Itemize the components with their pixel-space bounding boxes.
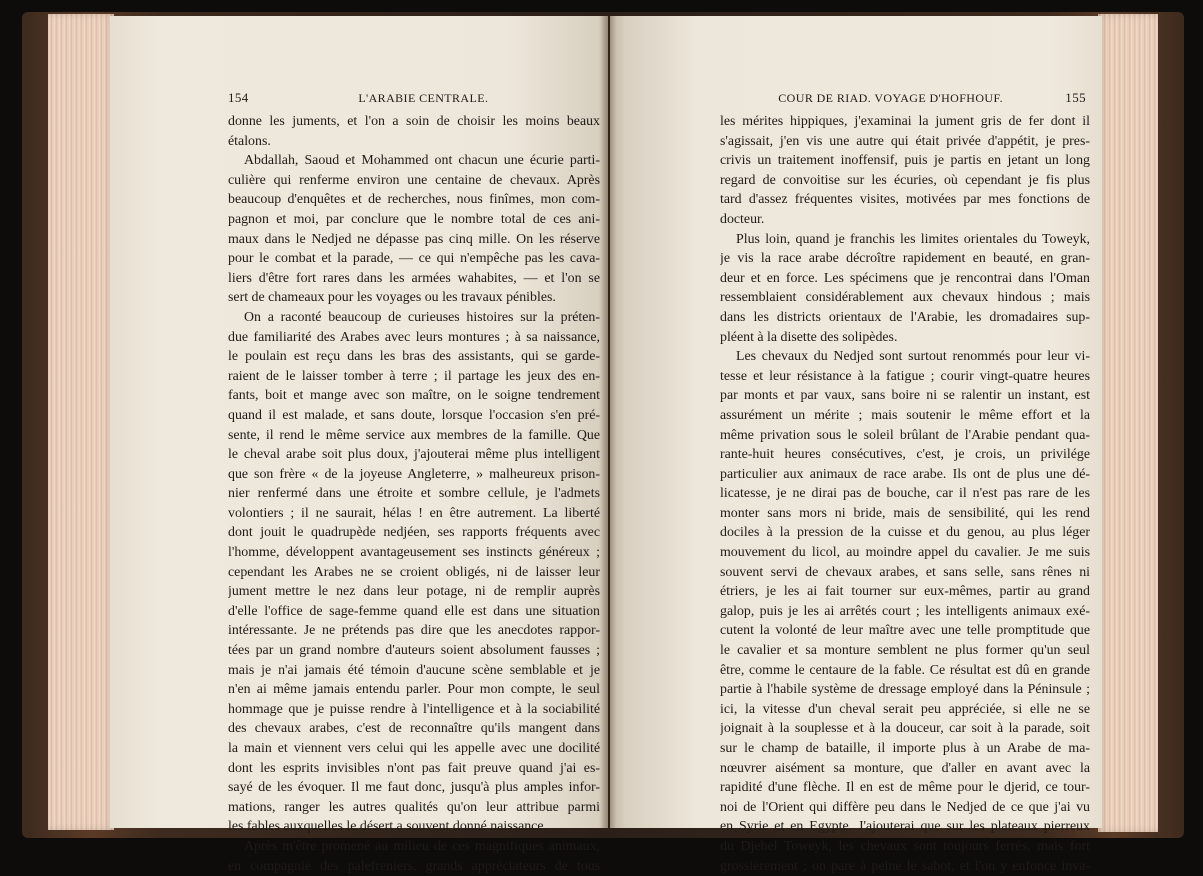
text-line: assurément un mérite ; mais soutenir le même effort et la	[720, 407, 1090, 423]
text-line: dans les districts orientaux de l'Arabie, les dromadaires sup-	[720, 309, 1090, 325]
text-line: volontiers ; il ne saurait, hélas ! en être autrement. La liberté	[228, 505, 600, 521]
text-line: tesse et leur résistance à la fatigue ; courir vingt-quatre heures	[720, 368, 1090, 384]
text-line: crivis un traitement inoffensif, puis je partis en jetant un long	[720, 153, 1090, 169]
text-line: nier renfermé dans une étroite et sombre cellule, je l'admets	[228, 486, 600, 502]
text-line: étriers, je les ai fait tourner sur eux-mêmes, partir au grand	[720, 584, 1090, 600]
text-line: jument mettre le nez dans leur potage, ni de remplir auprès	[228, 584, 600, 600]
text-line: due familiarité des Arabes avec leurs montures ; à sa naissance,	[228, 329, 600, 345]
text-line: du Djebel Toweyk, les chevaux sont toujours ferrés, mais fort	[720, 838, 1090, 854]
right-page	[610, 16, 1102, 874]
text-line: noi de l'Orient qui diffère peu dans le Nedjed de ce que j'ai vu	[720, 799, 1090, 815]
text-line: fants, boit et mange avec son maître, on le soigne tendrement	[228, 388, 600, 404]
text-line: que son frère « de la joyeuse Angleterre, » malheureux prison-	[228, 466, 600, 482]
text-line: particulier aux animaux de race arabe. Ils ont de plus une dé-	[720, 466, 1090, 482]
text-line: docteur.	[720, 211, 765, 227]
text-line: souvent servi de chevaux arabes, et sans selle, sans rênes ni	[720, 564, 1090, 580]
text-line: en compagnie des palefreniers, grands appréciateurs de tous	[228, 858, 600, 874]
page-number: 155	[1065, 90, 1086, 105]
text-line: mations, ranger les autres qualités qu'on leur attribue parmi	[228, 799, 600, 815]
text-line: le poulain est reçu dans les bras des assistants, qui se garde-	[228, 349, 600, 365]
text-line: le cheval arabe soit plus doux, j'ajouterai même plus intelligent	[228, 447, 600, 463]
text-line: des chevaux arabes, c'est de reconnaître qu'ils mangent dans	[228, 721, 600, 737]
right-running-head	[716, 90, 1086, 106]
text-line: hommage que je puisse rendre à l'intelligence et à la sociabilité	[228, 701, 600, 717]
text-line: le cavalier et sa monture semblent ne plus former qu'un seul	[720, 643, 1090, 659]
text-line: sayé de les évoquer. Il me faut donc, jusqu'à plus amples infor-	[228, 780, 600, 796]
text-line: par monts et par vaux, sans boire ni se ralentir un instant, est	[720, 388, 1090, 404]
text-line: Les chevaux du Nedjed sont surtout renommés pour leur vi-	[736, 349, 1090, 365]
text-line: mais je n'ai jamais été témoin d'aucune scène semblable et je	[228, 662, 600, 678]
right-body-text	[720, 112, 1090, 876]
text-line: quand il est malade, et sans doute, lorsque l'occasion s'en pré-	[228, 407, 600, 423]
text-line: sur le champ de bataille, il importe plus à un Arabe de ma-	[720, 741, 1090, 756]
text-line: dont jouit le quadrupède nedjéen, ses rapports fréquents avec	[228, 525, 600, 541]
text-line: regard de convoitise sur les écuries, où cependant je fis plus	[720, 172, 1090, 188]
left-body-text	[228, 112, 600, 876]
text-line: liers d'être fort rares dans les armées wahabites, — et l'on se	[228, 270, 600, 286]
text-line: licatesse, je ne dirai pas de bouche, car il n'est pas rare de les	[720, 486, 1090, 502]
text-line: nœuvrer aisément sa monture, que d'aller en avant avec la	[720, 760, 1090, 776]
running-title: L'ARABIE CENTRALE.	[358, 91, 489, 105]
text-line: sente, il rend le même service aux membres de la famille. Que	[228, 427, 600, 443]
text-line: ici, la vitesse d'un cheval serait peu appréciée, si elle ne se	[720, 701, 1090, 717]
text-line: joignait à la souplesse et à la douceur, car soit à la parade, soit	[720, 721, 1090, 737]
text-line: tard d'assez fréquentes visites, motivées par mes fonctions de	[720, 192, 1090, 208]
text-line: Après m'être promené au milieu de ces magnifiques animaux,	[244, 838, 600, 854]
text-line: d'elle l'office de sage-femme quand elle est dans une situation	[228, 603, 600, 619]
text-line: dociles à la pression de la cuisse et du genou, au plus léger	[720, 525, 1090, 541]
text-line: l'homme, développent avantageusement ses instincts généreux ;	[228, 545, 600, 561]
text-line: pagnon et moi, par conclure que le nombre total de ces ani-	[228, 211, 600, 227]
text-line: pléent à la disette des solipèdes.	[720, 329, 898, 345]
text-line: tées par un grand nombre d'auteurs soient absolument fausses ;	[228, 643, 600, 659]
text-line: rapidité d'une flèche. Il en est de même pour le djerid, ce tour-	[720, 780, 1090, 796]
text-line: mouvement du licol, au moindre appel du cavalier. Je me suis	[720, 545, 1090, 561]
text-line: ressemblaient considérablement aux chevaux hindous ; mais	[720, 290, 1090, 306]
text-line: s'agissait, j'en vis une autre qui était privée d'appétit, je pres-	[720, 133, 1090, 149]
text-line: la main et viennent vers celui qui les appelle avec une docilité	[228, 741, 600, 756]
text-line: raient de le laisser tomber à terre ; il partage les jeux des en-	[228, 368, 600, 384]
text-line: pour le combat et la parade, — ce qui n'empêche pas les cava-	[228, 251, 600, 267]
running-title: COUR DE RIAD. VOYAGE D'HOFHOUF.	[778, 91, 1004, 105]
text-line: cutent la volonté de leur maître avec une telle promptitude que	[720, 623, 1090, 639]
book-gutter	[600, 16, 616, 828]
text-line: rante-huit heures consécutives, c'est, je crois, un privilége	[720, 447, 1090, 463]
text-line: On a raconté beaucoup de curieuses histoires sur la préten-	[244, 309, 600, 325]
text-line: être, comme le centaure de la fable. Ce résultat est dû en grande	[720, 662, 1090, 678]
text-line: Plus loin, quand je franchis les limites orientales du Toweyk,	[736, 231, 1090, 247]
text-line: maux dans le Nedjed ne dépasse pas cinq mille. On les réserve	[228, 231, 600, 247]
text-line: je vis la race arabe décroître rapidement en beauté, en gran-	[720, 251, 1090, 267]
text-line: grossièrement ; on pare à peine le sabot, et l'on y enfonce inva-	[720, 858, 1090, 874]
text-line: deur et en force. Les spécimens que je rencontrai dans l'Oman	[720, 270, 1090, 286]
text-line: étalons.	[228, 133, 271, 149]
text-line: les fables auxquelles le désert a souvent donné naissance.	[228, 819, 547, 835]
text-line: cependant les Arabes ne se croient obligés, ni de laisser leur	[228, 564, 600, 580]
text-line: monter sans mors ni bride, mais de sensibilité, qui les rend	[720, 505, 1090, 521]
text-line: Abdallah, Saoud et Mohammed ont chacun une écurie parti-	[244, 153, 600, 169]
page-number: 154	[228, 90, 249, 105]
text-line: en Syrie et en Egypte. J'ajouterai que sur les plateaux pierreux	[720, 819, 1090, 835]
text-line: les mérites hippiques, j'examinai la jument gris de fer dont il	[720, 114, 1090, 129]
left-page-edges	[48, 14, 114, 830]
text-line: culière qui renferme environ une centaine de chevaux. Après	[228, 172, 600, 188]
text-line: n'en ai même jamais entendu parler. Pour mon compte, le seul	[228, 682, 600, 698]
text-line: même privation sous le soleil brûlant de l'Arabie pendant qua-	[720, 427, 1090, 443]
right-page-edges	[1098, 14, 1158, 832]
left-page	[110, 16, 608, 874]
text-line: beaucoup d'enquêtes et de recherches, nous finîmes, mon com-	[228, 192, 600, 208]
left-running-head	[228, 90, 598, 106]
text-line: partie à l'habile système de dressage employé dans la Péninsule ;	[720, 682, 1090, 698]
text-line: intéressante. Je ne prétends pas dire que les anecdotes rappor-	[228, 623, 600, 639]
text-line: sert de chameaux pour les voyages ou les travaux pénibles.	[228, 290, 556, 306]
text-line: galop, puis je les ai arrêtés court ; les intelligents animaux exé-	[720, 603, 1090, 619]
text-line: dont les esprits invisibles n'ont pas fait preuve quand j'ai es-	[228, 760, 600, 776]
text-line: donne les juments, et l'on a soin de choisir les moins beaux	[228, 114, 600, 129]
